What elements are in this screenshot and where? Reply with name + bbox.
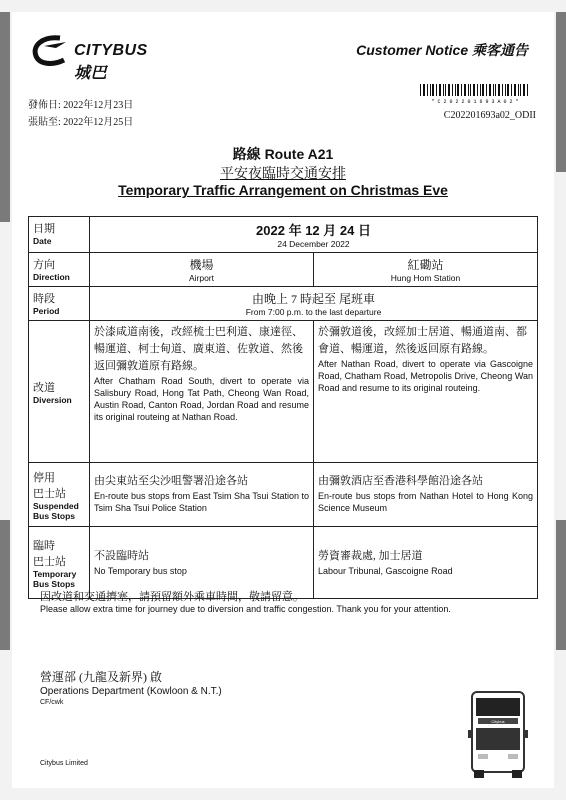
diversion-header bbox=[29, 321, 90, 463]
suspended-airport bbox=[90, 463, 314, 527]
suspended-hunghom-zh: 由彌敦酒店至香港科學館沿途各站 bbox=[318, 475, 483, 487]
diversion-hunghom bbox=[314, 321, 538, 463]
direction-header-en: Direction bbox=[33, 272, 70, 282]
issue-date: 發佈日: 2022年12月23日 bbox=[28, 100, 134, 111]
suspended-header-zh2: 巴士站 bbox=[33, 487, 66, 500]
period-row bbox=[29, 287, 538, 321]
title-en: Temporary Traffic Arrangement on Christmas Eve bbox=[118, 182, 448, 198]
date-header-zh: 日期 bbox=[33, 223, 55, 235]
diversion-airport-en: After Chatham Road South, divert to operate via Salisbury Road, Hong Tat Path, Cheong Wan Road, Austin Road, Canton Road, Jordan Road and resume its original routeing at Nathan Road. bbox=[94, 376, 309, 422]
temporary-airport-zh: 不設臨時站 bbox=[94, 550, 149, 562]
temporary-airport-en: No Temporary bus stop bbox=[94, 566, 187, 576]
barcode-text: * C 2 0 2 2 0 1 6 9 3 A 0 2 * bbox=[431, 99, 519, 104]
period-value-zh: 由晚上 7 時起至 尾班車 bbox=[251, 292, 375, 306]
barcode bbox=[420, 84, 530, 104]
date-header bbox=[29, 217, 90, 253]
logo-text: CITYBUS城巴 bbox=[74, 42, 148, 82]
diversion-airport bbox=[90, 321, 314, 463]
suspended-row bbox=[29, 463, 538, 527]
diversion-header-en: Diversion bbox=[33, 394, 72, 405]
diversion-hunghom-zh: 於彌敦道後，改經加士居道、暢通道南、都會道、暢運道，然後返回原有路線。 bbox=[318, 326, 527, 355]
date-header-en: Date bbox=[33, 236, 52, 246]
period-header-en: Period bbox=[33, 306, 60, 316]
department-en: Operations Department (Kowloon & N.T.) bbox=[40, 686, 222, 697]
temporary-header-en2: Bus Stops bbox=[33, 578, 76, 589]
temporary-hunghom-zh: 勞資審裁處, 加士居道 bbox=[318, 550, 423, 562]
route-title: 路線 Route A21 bbox=[232, 146, 334, 162]
citybus-logo bbox=[30, 34, 160, 82]
right-edge-bar-bottom bbox=[556, 520, 566, 650]
bus-sign: Citybus bbox=[491, 719, 505, 724]
period-value-en: From 7:00 p.m. to the last departure bbox=[245, 307, 382, 317]
title-zh: 平安夜臨時交通安排 bbox=[220, 167, 346, 182]
temporary-hunghom-en: Labour Tribunal, Gascoigne Road bbox=[318, 566, 453, 576]
suspended-header-en1: Suspended bbox=[33, 500, 79, 511]
temporary-header-zh1: 臨時 bbox=[33, 539, 55, 552]
reference-number: C202201693a02_ODII bbox=[443, 110, 536, 121]
footer-note-en: Please allow extra time for journey due to diversion and traffic congestion. Thank you for your attention. bbox=[40, 604, 451, 614]
diversion-header-zh: 改道 bbox=[33, 381, 55, 394]
arrangement-table bbox=[28, 216, 538, 599]
temporary-header-zh2: 巴士站 bbox=[33, 555, 66, 568]
diversion-row bbox=[29, 321, 538, 463]
diversion-airport-zh: 於漆咸道南後，改經梳士巴利道、康達徑、暢運道、柯士甸道、廣東道、佐敦道、然後返回彌敦道原有路線。 bbox=[94, 326, 303, 372]
direction-hunghom-en: Hung Hom Station bbox=[390, 273, 461, 283]
direction-row bbox=[29, 253, 538, 287]
company-name: Citybus Limited bbox=[40, 760, 88, 767]
suspended-airport-en: En-route bus stops from East Tsim Sha Tsui Station to Tsim Sha Tsui Police Station bbox=[94, 491, 309, 513]
citybus-swirl-icon bbox=[30, 34, 74, 68]
period-value bbox=[90, 287, 538, 321]
footer-note-zh: 因改道和交通擠塞，請預留額外乘車時間，敬請留意。 bbox=[40, 591, 304, 603]
direction-airport bbox=[90, 253, 314, 287]
date-value-en: 24 December 2022 bbox=[277, 239, 350, 249]
direction-airport-zh: 機場 bbox=[189, 258, 214, 272]
date-row bbox=[29, 217, 538, 253]
direction-header-zh: 方向 bbox=[33, 259, 55, 271]
customer-notice-title: Customer Notice 乘客通告 bbox=[356, 42, 528, 58]
suspended-hunghom-en: En-route bus stops from Nathan Hotel to Hong Kong Science Museum bbox=[318, 491, 533, 513]
initials: CF/cwk bbox=[40, 699, 64, 706]
date-value bbox=[90, 217, 538, 253]
direction-hunghom bbox=[314, 253, 538, 287]
period-header bbox=[29, 287, 90, 321]
period-header-zh: 時段 bbox=[33, 293, 55, 305]
suspended-header-zh1: 停用 bbox=[33, 471, 55, 484]
temporary-header-en1: Temporary bbox=[33, 568, 77, 579]
temporary-hunghom bbox=[314, 527, 538, 599]
left-edge-bar-bottom bbox=[0, 520, 10, 650]
direction-hunghom-zh: 紅磡站 bbox=[407, 258, 444, 272]
diversion-hunghom-en: After Nathan Road, divert to operate via Gascoigne Road, Chatham Road, Metropolis Drive, Cheong Wan Road and resume to its original routeing. bbox=[318, 359, 533, 393]
double-decker-bus-icon bbox=[466, 690, 530, 780]
suspended-header-en2: Bus Stops bbox=[33, 510, 76, 521]
suspended-header bbox=[29, 463, 90, 527]
date-value-zh: 2022 年 12 月 24 日 bbox=[256, 223, 371, 238]
department-zh: 營運部 (九龍及新界) 啟 bbox=[40, 670, 162, 684]
direction-airport-en: Airport bbox=[188, 273, 215, 283]
direction-header bbox=[29, 253, 90, 287]
post-date: 張貼至: 2022年12月25日 bbox=[28, 117, 134, 128]
suspended-airport-zh: 由尖東站至尖沙咀警署沿途各站 bbox=[94, 475, 248, 487]
suspended-hunghom bbox=[314, 463, 538, 527]
